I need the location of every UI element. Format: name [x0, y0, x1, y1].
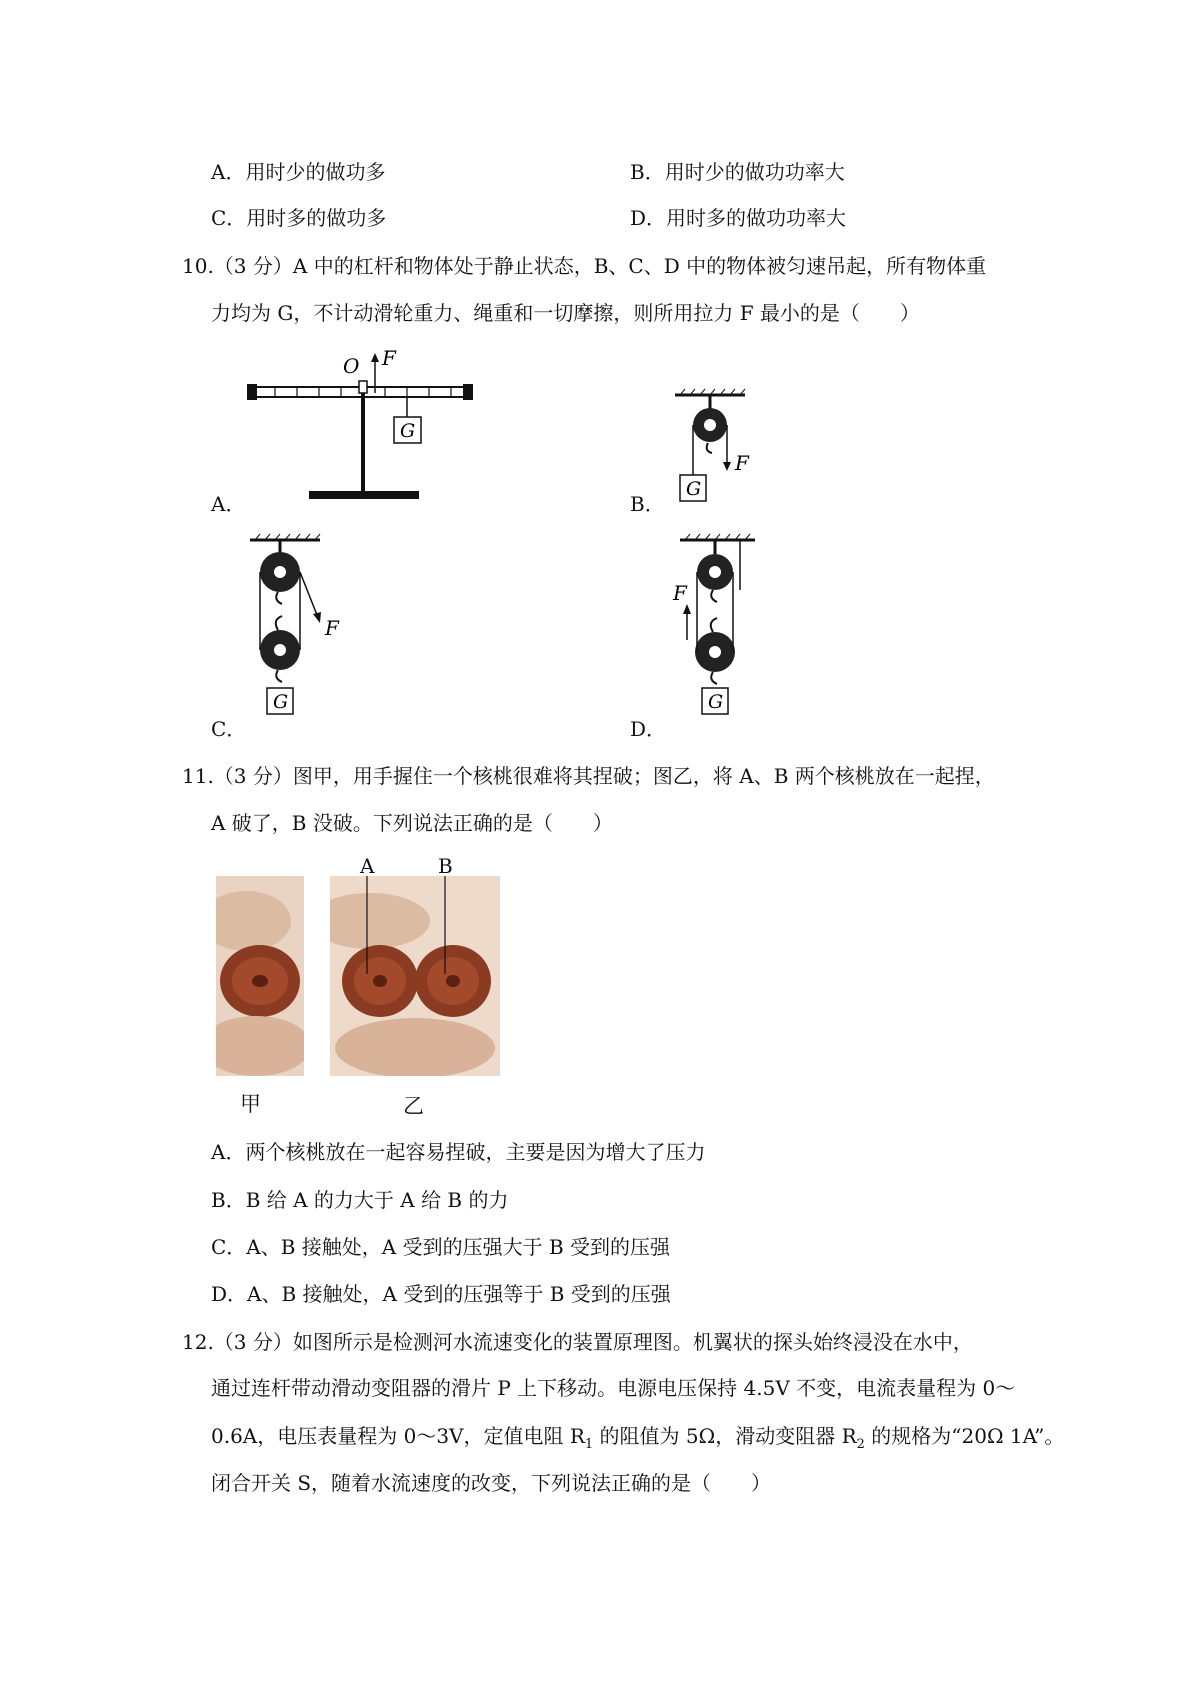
q10-fig-a-label-f: F	[382, 346, 396, 370]
q10-fig-b-label-g: G	[686, 478, 702, 500]
q11-caption-jia: 甲	[240, 1092, 261, 1116]
q9-option-a: A．用时少的做功多	[211, 160, 386, 184]
q9-option-d: D．用时多的做功功率大	[630, 206, 847, 230]
q12-stem-line4: 闭合开关 S，随着水流速度的改变，下列说法正确的是（ ）	[211, 1471, 772, 1495]
q10-fig-c-label-f: F	[325, 616, 339, 640]
q12-stem-line3-part1: 0.6A，电压表量程为 0～3V，定值电阻 R	[211, 1424, 585, 1448]
q10-fig-d-label-f: F	[673, 581, 687, 605]
q12-r1-subscript: 1	[584, 1437, 594, 1452]
q11-photo-jia	[216, 876, 304, 1076]
q10-figure-b-fixed-pulley	[660, 385, 760, 505]
q11-caption-yi: 乙	[403, 1094, 424, 1118]
q10-fig-d-label-g: G	[708, 691, 724, 713]
q11-stem-line2: A 破了，B 没破。下列说法正确的是（ ）	[211, 811, 613, 835]
q10-option-b-label: B．	[630, 492, 665, 516]
q10-stem-line2: 力均为 G，不计动滑轮重力、绳重和一切摩擦，则所用拉力 F 最小的是（ ）	[211, 301, 920, 325]
q12-stem-line1: 12.（3 分）如图所示是检测河水流速变化的装置原理图。机翼状的探头始终浸没在水中，	[182, 1330, 973, 1354]
q10-figure-d-pulley-block	[665, 530, 775, 730]
q11-photo-label-a: A	[360, 854, 375, 878]
q10-option-d-label: D．	[630, 717, 667, 741]
q11-photo-label-b: B	[438, 854, 453, 878]
q12-stem-line3	[211, 1424, 1064, 1457]
q11-option-a: A．两个核桃放在一起容易捏破，主要是因为增大了压力	[211, 1140, 706, 1164]
q12-stem-line3-part3: 的规格为“20Ω 1A”。	[864, 1424, 1065, 1448]
q10-stem-line1: 10.（3 分）A 中的杠杆和物体处于静止状态，B、C、D 中的物体被匀速吊起，所有物体重	[182, 254, 987, 278]
q10-fig-a-label-o: O	[343, 354, 360, 378]
q10-option-a-label: A．	[211, 492, 246, 516]
q11-option-d: D．A、B 接触处，A 受到的压强等于 B 受到的压强	[211, 1282, 671, 1306]
q12-stem-line3-part2: 的阻值为 5Ω，滑动变阻器 R	[593, 1424, 857, 1448]
q10-fig-b-label-f: F	[735, 451, 749, 475]
q11-option-b: B．B 给 A 的力大于 A 给 B 的力	[211, 1188, 509, 1212]
q10-fig-a-label-g: G	[400, 420, 416, 442]
q10-figure-c-pulley-block	[245, 530, 355, 730]
q9-option-b: B．用时少的做功功率大	[630, 160, 845, 184]
q12-stem-line2: 通过连杆带动滑动变阻器的滑片 P 上下移动。电源电压保持 4.5V 不变，电流表量程为 0～	[211, 1376, 1016, 1400]
q10-option-c-label: C．	[211, 717, 247, 741]
q11-photo-yi	[330, 876, 500, 1076]
q11-stem-line1: 11.（3 分）图甲，用手握住一个核桃很难将其捏破；图乙，将 A、B 两个核桃放在一起捏，	[182, 764, 995, 788]
q11-option-c: C．A、B 接触处，A 受到的压强大于 B 受到的压强	[211, 1235, 671, 1259]
q12-r2-subscript: 2	[856, 1437, 865, 1452]
q10-fig-c-label-g: G	[273, 691, 289, 713]
q9-option-c: C．用时多的做功多	[211, 206, 387, 230]
q10-figure-a-lever	[245, 345, 480, 505]
